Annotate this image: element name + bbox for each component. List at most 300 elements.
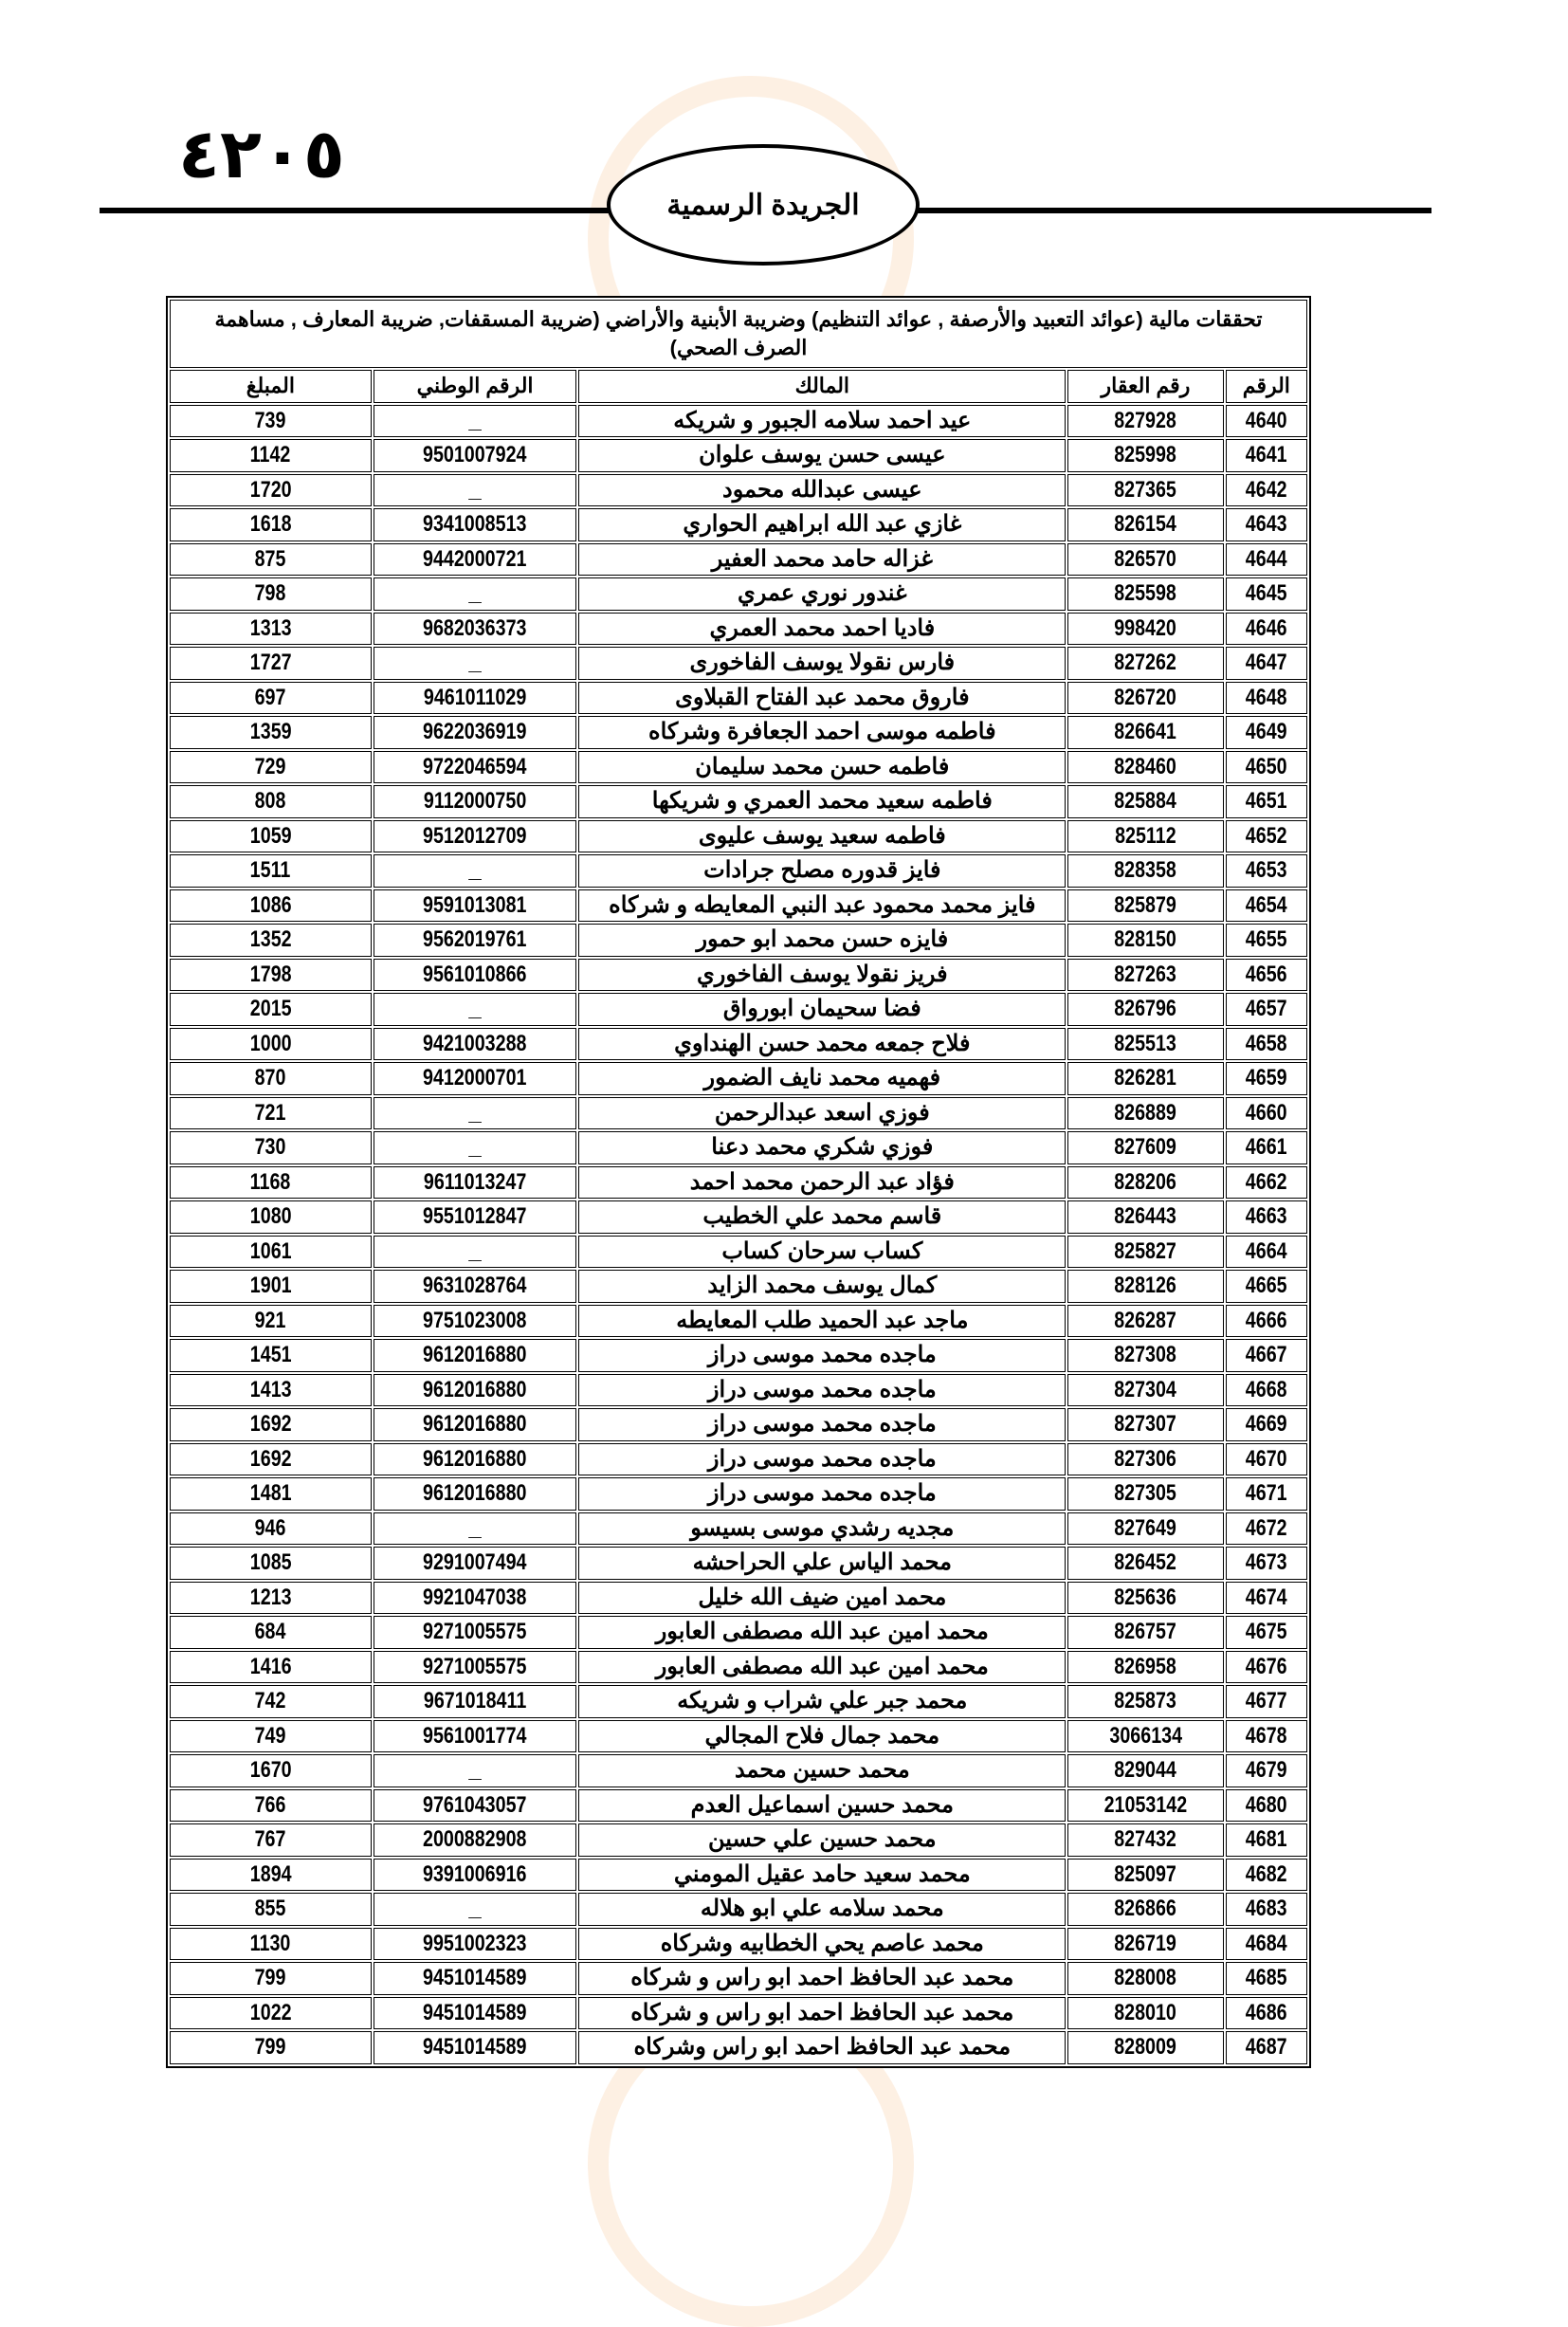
table-row <box>170 508 1307 541</box>
national-id: _ <box>468 580 482 607</box>
owner-name: ماجده محمد موسى دراز <box>707 1445 937 1472</box>
owner-name-cell <box>578 1720 1066 1753</box>
property-number-cell <box>1067 1789 1224 1823</box>
property-number: 828460 <box>1114 753 1177 779</box>
property-number-cell <box>1067 1997 1224 2030</box>
owner-name: ماجده محمد موسى دراز <box>707 1480 937 1507</box>
owner-name-cell <box>578 543 1066 577</box>
national-id: 9612016880 <box>423 1411 527 1438</box>
owner-name-cell <box>578 1062 1066 1095</box>
national-id-cell <box>374 543 577 577</box>
amount-cell <box>170 820 372 853</box>
row-number-cell <box>1226 1131 1307 1164</box>
national-id: 9612016880 <box>423 1342 527 1368</box>
property-number: 827365 <box>1114 476 1177 503</box>
table-row <box>170 1997 1307 2030</box>
national-id: 9451014589 <box>423 2034 527 2061</box>
amount: 1085 <box>249 1549 292 1576</box>
amount-cell <box>170 959 372 992</box>
amount-cell <box>170 1616 372 1649</box>
owner-name: فلاح جمعه محمد حسن الهنداوي <box>674 1030 971 1056</box>
table-row <box>170 647 1307 680</box>
table-row <box>170 1962 1307 1995</box>
row-number-cell <box>1226 1512 1307 1546</box>
property-number-cell <box>1067 716 1224 749</box>
property-number-cell <box>1067 1651 1224 1684</box>
owner-name-cell <box>578 1443 1066 1476</box>
owner-name: محمد الياس علي الحراحشه <box>692 1549 953 1576</box>
owner-name-cell <box>578 2031 1066 2064</box>
property-number: 826281 <box>1114 1065 1177 1091</box>
table-row <box>170 1270 1307 1303</box>
property-number-cell <box>1067 1166 1224 1200</box>
row-number: 4670 <box>1245 1445 1287 1472</box>
national-id-cell <box>374 1270 577 1303</box>
owner-name-cell <box>578 439 1066 472</box>
amount: 697 <box>254 684 286 710</box>
property-number: 828126 <box>1114 1273 1177 1299</box>
national-id: _ <box>468 1134 482 1161</box>
property-number-cell <box>1067 1443 1224 1476</box>
national-id: _ <box>468 407 482 433</box>
national-id-cell <box>374 1200 577 1234</box>
national-id: 9551012847 <box>423 1203 527 1230</box>
row-number: 4655 <box>1245 926 1287 953</box>
owner-name-cell <box>578 1408 1066 1441</box>
national-id-cell <box>374 577 577 611</box>
property-number-cell <box>1067 439 1224 472</box>
amount: 742 <box>254 1688 286 1714</box>
property-number: 825112 <box>1115 822 1176 849</box>
table-row <box>170 1200 1307 1234</box>
amount-cell <box>170 854 372 888</box>
property-number: 827308 <box>1114 1342 1177 1368</box>
property-number: 827609 <box>1114 1134 1177 1161</box>
row-number: 4673 <box>1245 1549 1287 1576</box>
owner-name-cell <box>578 1547 1066 1580</box>
property-number: 825827 <box>1114 1237 1177 1264</box>
financial-records-table <box>166 296 1311 2068</box>
property-number: 826287 <box>1114 1307 1177 1333</box>
amount: 749 <box>254 1722 286 1749</box>
row-number-cell <box>1226 1997 1307 2030</box>
property-number-cell <box>1067 1062 1224 1095</box>
row-number: 4659 <box>1245 1065 1287 1091</box>
property-number-cell <box>1067 1305 1224 1338</box>
property-number: 827262 <box>1114 650 1177 676</box>
owner-name-cell <box>578 1928 1066 1961</box>
amount-cell <box>170 439 372 472</box>
owner-name: فؤاد عبد الرحمن محمد احمد <box>689 1168 955 1195</box>
row-number-cell <box>1226 647 1307 680</box>
owner-name: فوزي اسعد عبدالرحمن <box>714 1099 930 1126</box>
property-number: 825998 <box>1114 442 1177 468</box>
table-header-row <box>170 370 1307 403</box>
national-id: 9412000701 <box>423 1065 527 1091</box>
property-number: 826452 <box>1114 1549 1177 1576</box>
national-id: 9562019761 <box>423 926 527 953</box>
amount: 1142 <box>250 442 291 468</box>
national-id: _ <box>468 1514 482 1541</box>
property-number: 826866 <box>1114 1896 1177 1922</box>
owner-name: غازي عبد الله ابراهيم الحواري <box>683 511 962 538</box>
amount: 798 <box>254 580 286 607</box>
national-id-cell <box>374 1131 577 1164</box>
national-id: 9611013247 <box>423 1168 527 1195</box>
national-id-cell <box>374 1789 577 1823</box>
owner-name: محمد جبر علي شراب و شريكه <box>677 1688 968 1714</box>
property-number-cell <box>1067 1685 1224 1718</box>
owner-name-cell <box>578 785 1066 818</box>
owner-name: فاطمه سعيد محمد العمري و شريكها <box>651 788 993 815</box>
national-id-cell <box>374 1962 577 1995</box>
row-number: 4651 <box>1245 788 1287 815</box>
owner-name: فاطمه سعيد يوسف عليوى <box>698 822 946 849</box>
row-number-cell <box>1226 1374 1307 1407</box>
owner-name-cell <box>578 1997 1066 2030</box>
row-number-cell <box>1226 1859 1307 1892</box>
owner-name-cell <box>578 751 1066 784</box>
amount: 799 <box>254 2034 286 2061</box>
row-number: 4666 <box>1245 1307 1287 1333</box>
national-id: _ <box>468 1896 482 1922</box>
owner-name-cell <box>578 1477 1066 1511</box>
table-row <box>170 1097 1307 1130</box>
amount: 1359 <box>249 719 292 745</box>
table-row <box>170 1859 1307 1892</box>
national-id-cell <box>374 1236 577 1269</box>
national-id-cell <box>374 1339 577 1372</box>
property-number: 827649 <box>1114 1514 1177 1541</box>
property-number-cell <box>1067 1616 1224 1649</box>
amount-cell <box>170 716 372 749</box>
property-number: 21053142 <box>1103 1791 1188 1818</box>
amount-cell <box>170 1305 372 1338</box>
table-row <box>170 716 1307 749</box>
amount-cell <box>170 1823 372 1857</box>
row-number-cell <box>1226 1339 1307 1372</box>
owner-name: غندور نوري عمري <box>738 580 907 607</box>
owner-name-cell <box>578 1893 1066 1926</box>
owner-name-cell <box>578 1754 1066 1787</box>
owner-name: محمد عبد الحافظ احمد ابو راس و شركاه <box>630 1965 1014 1991</box>
table-row <box>170 613 1307 646</box>
table-row <box>170 820 1307 853</box>
national-id: 9951002323 <box>423 1930 527 1956</box>
owner-name: عيد احمد سلامه الجبور و شريكه <box>673 407 972 433</box>
table-row <box>170 1339 1307 1372</box>
amount-cell <box>170 1893 372 1926</box>
property-number-cell <box>1067 577 1224 611</box>
owner-name: فارس نقولا يوسف الفاخورى <box>689 650 956 676</box>
row-number-cell <box>1226 854 1307 888</box>
national-id-cell <box>374 1720 577 1753</box>
property-number: 825513 <box>1114 1030 1177 1056</box>
property-number: 826641 <box>1114 719 1177 745</box>
owner-name-cell <box>578 716 1066 749</box>
property-number-cell <box>1067 1754 1224 1787</box>
amount: 684 <box>254 1619 286 1645</box>
national-id: 9461011029 <box>423 684 527 710</box>
national-id-cell <box>374 1997 577 2030</box>
national-id-cell <box>374 1512 577 1546</box>
row-number: 4649 <box>1245 719 1287 745</box>
national-id-cell <box>374 1893 577 1926</box>
property-number-cell <box>1067 2031 1224 2064</box>
row-number: 4641 <box>1245 442 1287 468</box>
amount-cell <box>170 508 372 541</box>
row-number-cell <box>1226 508 1307 541</box>
gazette-title-oval <box>607 144 920 266</box>
owner-name-cell <box>578 959 1066 992</box>
owner-name: قاسم محمد علي الخطيب <box>702 1203 942 1230</box>
national-id-cell <box>374 1823 577 1857</box>
property-number: 826154 <box>1114 511 1177 538</box>
row-number: 4643 <box>1245 511 1287 538</box>
amount-cell <box>170 889 372 923</box>
amount: 1213 <box>249 1584 292 1610</box>
row-number: 4660 <box>1245 1099 1287 1126</box>
amount-cell <box>170 1028 372 1061</box>
amount: 921 <box>254 1307 286 1333</box>
owner-name-cell <box>578 405 1066 438</box>
national-id: 9612016880 <box>423 1445 527 1472</box>
amount-cell <box>170 1720 372 1753</box>
table-row <box>170 1408 1307 1441</box>
table-row <box>170 1720 1307 1753</box>
table-row <box>170 785 1307 818</box>
property-number-cell <box>1067 1339 1224 1372</box>
owner-name: ماجد عبد الحميد طلب المعايطه <box>676 1307 969 1333</box>
table-row <box>170 889 1307 923</box>
property-number-cell <box>1067 993 1224 1026</box>
row-number-cell <box>1226 751 1307 784</box>
amount: 870 <box>254 1065 286 1091</box>
owner-name: فوزي شكري محمد دعنا <box>711 1134 934 1161</box>
amount-cell <box>170 1166 372 1200</box>
national-id: 9341008513 <box>423 511 527 538</box>
owner-name: فريز نقولا يوسف الفاخوري <box>697 961 948 987</box>
national-id: 9271005575 <box>423 1619 527 1645</box>
amount-cell <box>170 1582 372 1615</box>
row-number: 4677 <box>1245 1688 1287 1714</box>
amount-cell <box>170 1859 372 1892</box>
national-id-cell <box>374 1651 577 1684</box>
amount: 1059 <box>249 822 292 849</box>
national-id-cell <box>374 1062 577 1095</box>
owner-name: عيسى حسن يوسف علوان <box>699 442 946 468</box>
row-number: 4652 <box>1245 822 1287 849</box>
owner-name-cell <box>578 508 1066 541</box>
row-number-cell <box>1226 2031 1307 2064</box>
table-row <box>170 682 1307 715</box>
row-number-cell <box>1226 1547 1307 1580</box>
national-id-cell <box>374 2031 577 2064</box>
amount-cell <box>170 1200 372 1234</box>
row-number: 4683 <box>1245 1896 1287 1922</box>
table-row <box>170 543 1307 577</box>
national-id: 9451014589 <box>423 1999 527 2025</box>
row-number: 4686 <box>1245 1999 1287 2025</box>
amount-cell <box>170 682 372 715</box>
row-number: 4650 <box>1245 753 1287 779</box>
amount-cell <box>170 613 372 646</box>
property-number-cell <box>1067 1962 1224 1995</box>
property-number: 826570 <box>1114 545 1177 572</box>
national-id-cell <box>374 1582 577 1615</box>
national-id-cell <box>374 1166 577 1200</box>
row-number-cell <box>1226 1408 1307 1441</box>
row-number-cell <box>1226 1928 1307 1961</box>
property-number: 828206 <box>1114 1168 1177 1195</box>
table-row <box>170 1443 1307 1476</box>
row-number-cell <box>1226 405 1307 438</box>
amount-cell <box>170 1962 372 1995</box>
owner-name-cell <box>578 1305 1066 1338</box>
national-id: 9761043057 <box>423 1791 527 1818</box>
row-number: 4658 <box>1245 1030 1287 1056</box>
national-id-cell <box>374 474 577 507</box>
national-id: _ <box>468 476 482 503</box>
owner-name-cell <box>578 924 1066 957</box>
owner-name: مجديه رشدي موسى بسيسو <box>690 1514 955 1541</box>
amount: 730 <box>254 1134 286 1161</box>
table-row <box>170 1616 1307 1649</box>
row-number: 4647 <box>1245 650 1287 676</box>
amount-cell <box>170 924 372 957</box>
national-id-cell <box>374 1616 577 1649</box>
national-id: 9451014589 <box>423 1965 527 1991</box>
national-id-cell <box>374 1408 577 1441</box>
owner-name: محمد جمال فلاح المجالي <box>704 1722 940 1749</box>
amount-cell <box>170 1685 372 1718</box>
property-number: 826719 <box>1114 1930 1177 1956</box>
national-id: 9751023008 <box>423 1307 527 1333</box>
owner-name: فايز قدوره مصلح جرادات <box>703 857 941 884</box>
national-id-cell <box>374 889 577 923</box>
property-number-cell <box>1067 889 1224 923</box>
amount-cell <box>170 993 372 1026</box>
row-number-cell <box>1226 1477 1307 1511</box>
property-number: 827263 <box>1114 961 1177 987</box>
amount: 1481 <box>249 1480 292 1507</box>
owner-name-cell <box>578 820 1066 853</box>
amount-cell <box>170 1408 372 1441</box>
amount-cell <box>170 1547 372 1580</box>
row-number: 4667 <box>1245 1342 1287 1368</box>
owner-name-cell <box>578 854 1066 888</box>
owner-name: فايز محمد محمود عبد النبي المعايطه و شركاه <box>609 891 1036 918</box>
owner-name-cell <box>578 1823 1066 1857</box>
owner-name-cell <box>578 1512 1066 1546</box>
table-row <box>170 1477 1307 1511</box>
national-id-cell <box>374 993 577 1026</box>
property-number: 828009 <box>1114 2034 1177 2061</box>
amount: 1086 <box>249 891 292 918</box>
table-row <box>170 751 1307 784</box>
table-row <box>170 1512 1307 1546</box>
amount: 767 <box>254 1826 286 1853</box>
table-row <box>170 1928 1307 1961</box>
national-id-cell <box>374 959 577 992</box>
national-id: _ <box>468 1099 482 1126</box>
row-number-cell <box>1226 1685 1307 1718</box>
owner-name: محمد سلامه علي ابو هلاله <box>700 1896 944 1922</box>
amount: 946 <box>254 1514 286 1541</box>
row-number-cell <box>1226 613 1307 646</box>
owner-name: محمد عبد الحافظ احمد ابو راس و شركاه <box>630 1999 1014 2025</box>
owner-name-cell <box>578 1028 1066 1061</box>
national-id: 9561010866 <box>423 961 527 987</box>
row-number: 4687 <box>1245 2034 1287 2061</box>
owner-name-cell <box>578 1374 1066 1407</box>
owner-name: ماجده محمد موسى دراز <box>707 1342 937 1368</box>
national-id: 9421003288 <box>423 1030 527 1056</box>
owner-name: غزاله حامد محمد العفير <box>711 545 933 572</box>
property-number: 827306 <box>1114 1445 1177 1472</box>
property-number: 825097 <box>1114 1860 1177 1887</box>
property-number-cell <box>1067 1374 1224 1407</box>
row-number-cell <box>1226 1962 1307 1995</box>
table-row <box>170 2031 1307 2064</box>
owner-name: فاطمه حسن محمد سليمان <box>695 753 950 779</box>
property-number: 3066134 <box>1109 1722 1182 1749</box>
owner-name-cell <box>578 889 1066 923</box>
table-row <box>170 1547 1307 1580</box>
property-number-cell <box>1067 1720 1224 1753</box>
amount-cell <box>170 543 372 577</box>
table-row <box>170 924 1307 957</box>
table-title-line1: تحققات مالية (عوائد التعبيد والأرصفة , عوائد التنظيم) وضريبة الأبنية والأراضي (ضريبة المسقفات, ضريبة المعارف , مساهمة <box>214 307 1263 331</box>
amount: 1670 <box>249 1757 292 1784</box>
property-number-cell <box>1067 682 1224 715</box>
amount: 729 <box>254 753 286 779</box>
table-row <box>170 993 1307 1026</box>
property-number-cell <box>1067 959 1224 992</box>
row-number: 4671 <box>1245 1480 1287 1507</box>
amount: 1618 <box>249 511 292 538</box>
property-number-cell <box>1067 1547 1224 1580</box>
row-number-cell <box>1226 474 1307 507</box>
table-row <box>170 1305 1307 1338</box>
row-number-cell <box>1226 1062 1307 1095</box>
row-number: 4665 <box>1245 1273 1287 1299</box>
col-header-property: رقم العقار <box>1067 370 1224 403</box>
table-row <box>170 1789 1307 1823</box>
table-row <box>170 1685 1307 1718</box>
property-number: 826889 <box>1114 1099 1177 1126</box>
owner-name: محمد امين ضيف الله خليل <box>698 1584 947 1610</box>
amount-cell <box>170 1062 372 1095</box>
property-number: 825879 <box>1114 891 1177 918</box>
amount: 808 <box>254 788 286 815</box>
property-number-cell <box>1067 1582 1224 1615</box>
owner-name-cell <box>578 647 1066 680</box>
owner-name: فاطمه موسى احمد الجعافرة وشركاه <box>648 719 996 745</box>
col-header-national-id: الرقم الوطني <box>374 370 577 403</box>
row-number-cell <box>1226 577 1307 611</box>
amount: 1000 <box>249 1030 292 1056</box>
owner-name-cell <box>578 1097 1066 1130</box>
national-id: _ <box>468 857 482 884</box>
amount: 1061 <box>249 1237 292 1264</box>
national-id: 9291007494 <box>423 1549 527 1576</box>
owner-name-cell <box>578 1962 1066 1995</box>
owner-name-cell <box>578 1616 1066 1649</box>
owner-name: فاديا احمد محمد العمري <box>709 614 936 641</box>
amount: 1798 <box>249 961 292 987</box>
property-number-cell <box>1067 1893 1224 1926</box>
